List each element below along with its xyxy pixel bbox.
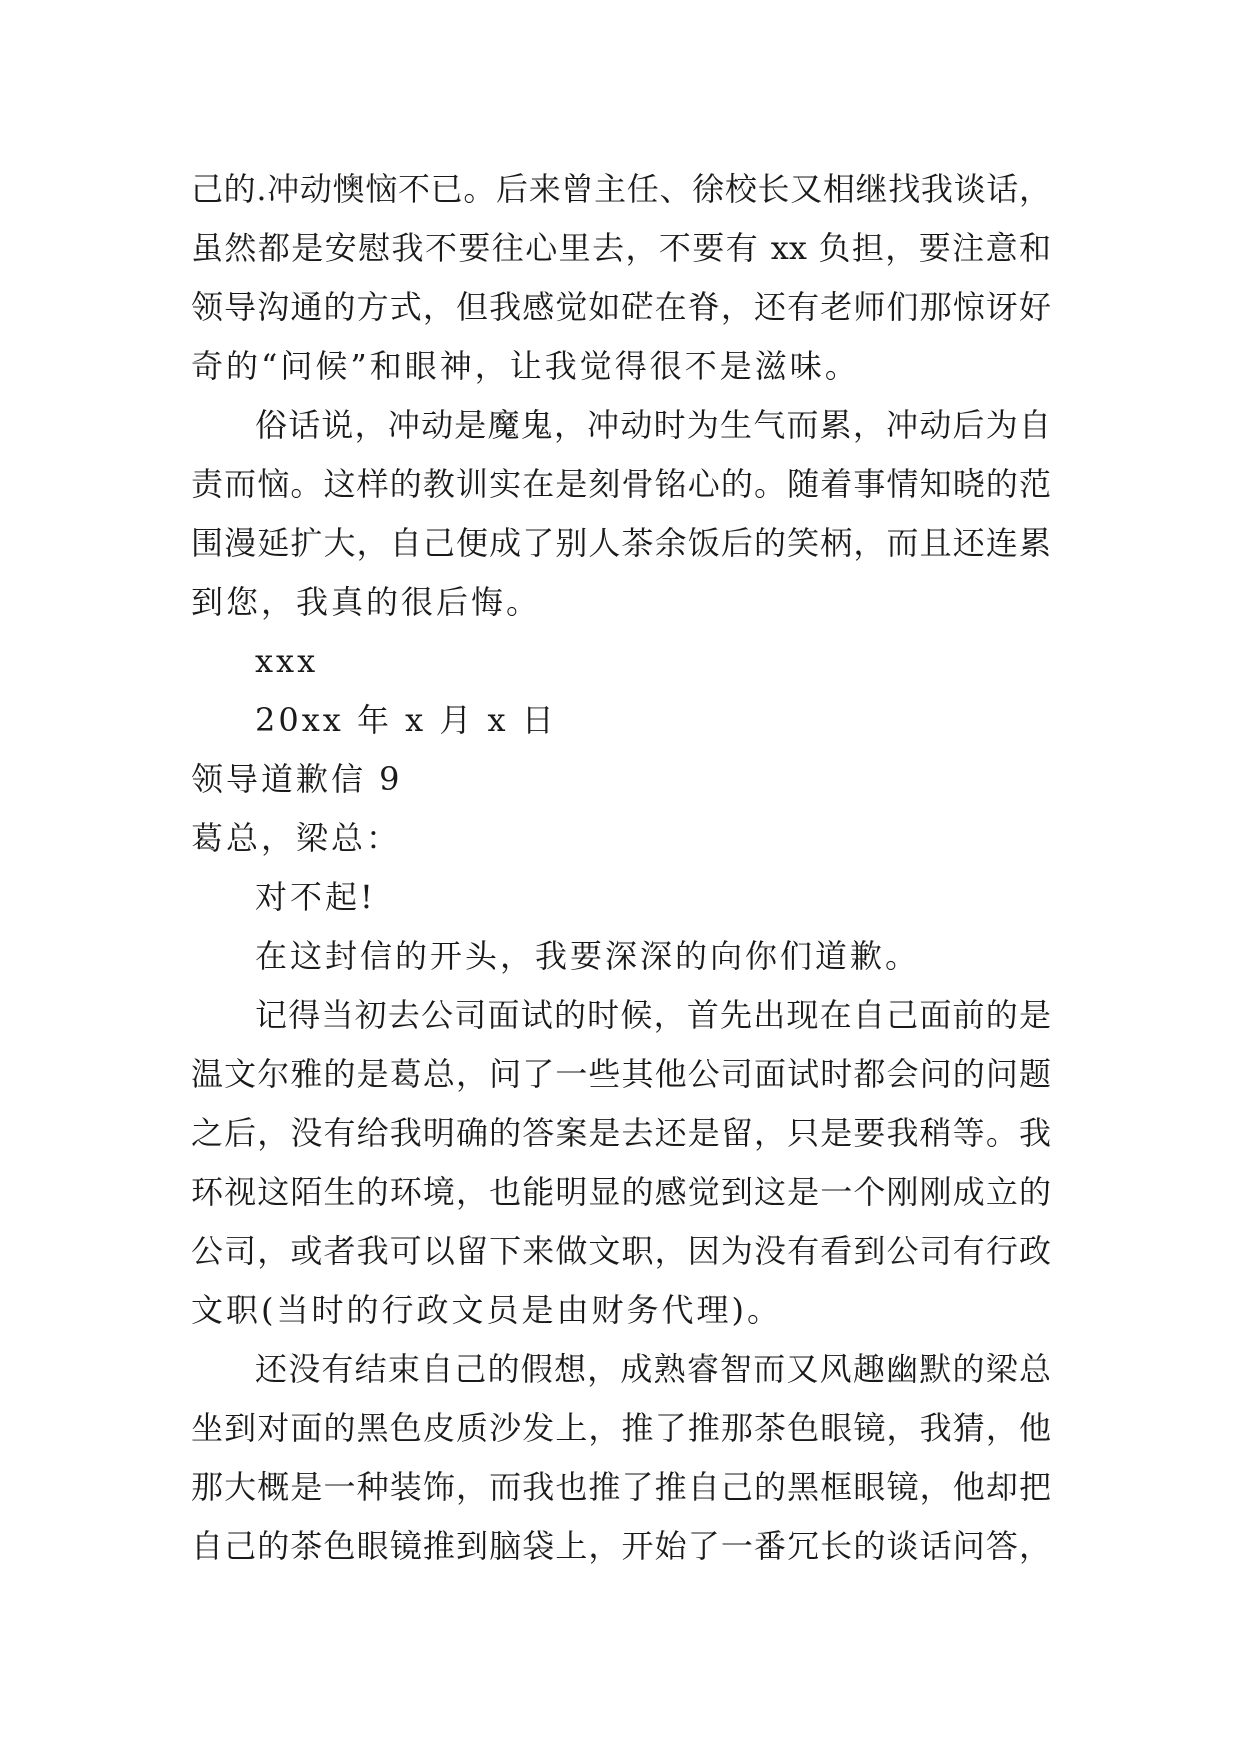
paragraph bbox=[191, 396, 1051, 632]
date: 20xx 年 x 月 x 日 bbox=[255, 701, 557, 739]
opening-line: 对不起! bbox=[255, 878, 376, 916]
text-line: 责而恼。这样的教训实在是刻骨铭心的。随着事情知晓的范 bbox=[191, 465, 1051, 503]
section-title: 领导道歉信 9 bbox=[191, 760, 403, 798]
text-line: 奇的“问候”和眼神，让我觉得很不是滋味。 bbox=[191, 347, 860, 385]
paragraph bbox=[191, 1340, 1051, 1576]
text-line: 坐到对面的黑色皮质沙发上，推了推那茶色眼镜，我猜，他 bbox=[191, 1409, 1051, 1447]
text-line: 己的.冲动懊恼不已。后来曾主任、徐校长又相继找我谈话， bbox=[191, 170, 1051, 208]
document-body bbox=[191, 160, 1051, 1576]
signature: xxx bbox=[255, 642, 319, 680]
text-line: 俗话说，冲动是魔鬼，冲动时为生气而累，冲动后为自 bbox=[255, 406, 1051, 444]
paragraph: 在这封信的开头，我要深深的向你们道歉。 bbox=[255, 937, 921, 975]
paragraph bbox=[191, 160, 1051, 396]
text-line: 虽然都是安慰我不要往心里去，不要有 xx 负担，要注意和 bbox=[191, 229, 1051, 267]
text-line: 领导沟通的方式，但我感觉如硭在脊，还有老师们那惊讶好 bbox=[191, 288, 1051, 326]
text-line: 那大概是一种装饰，而我也推了推自己的黑框眼镜，他却把 bbox=[191, 1468, 1051, 1506]
text-line: 文职(当时的行政文员是由财务代理)。 bbox=[191, 1291, 782, 1329]
text-line: 到您，我真的很后悔。 bbox=[191, 583, 542, 621]
text-line: 记得当初去公司面试的时候，首先出现在自己面前的是 bbox=[255, 996, 1051, 1034]
text-line: 之后，没有给我明确的答案是去还是留，只是要我稍等。我 bbox=[191, 1114, 1051, 1152]
paragraph bbox=[191, 986, 1051, 1340]
text-line: 还没有结束自己的假想，成熟睿智而又风趣幽默的梁总 bbox=[255, 1350, 1051, 1388]
text-line: 围漫延扩大，自己便成了别人茶余饭后的笑柄，而且还连累 bbox=[191, 524, 1051, 562]
text-line: 自己的茶色眼镜推到脑袋上，开始了一番冗长的谈话问答， bbox=[191, 1527, 1051, 1565]
text-line: 温文尔雅的是葛总，问了一些其他公司面试时都会问的问题 bbox=[191, 1055, 1051, 1093]
text-line: 公司，或者我可以留下来做文职，因为没有看到公司有行政 bbox=[191, 1232, 1051, 1270]
salutation: 葛总，梁总： bbox=[191, 819, 402, 857]
text-line: 环视这陌生的环境，也能明显的感觉到这是一个刚刚成立的 bbox=[191, 1173, 1051, 1211]
